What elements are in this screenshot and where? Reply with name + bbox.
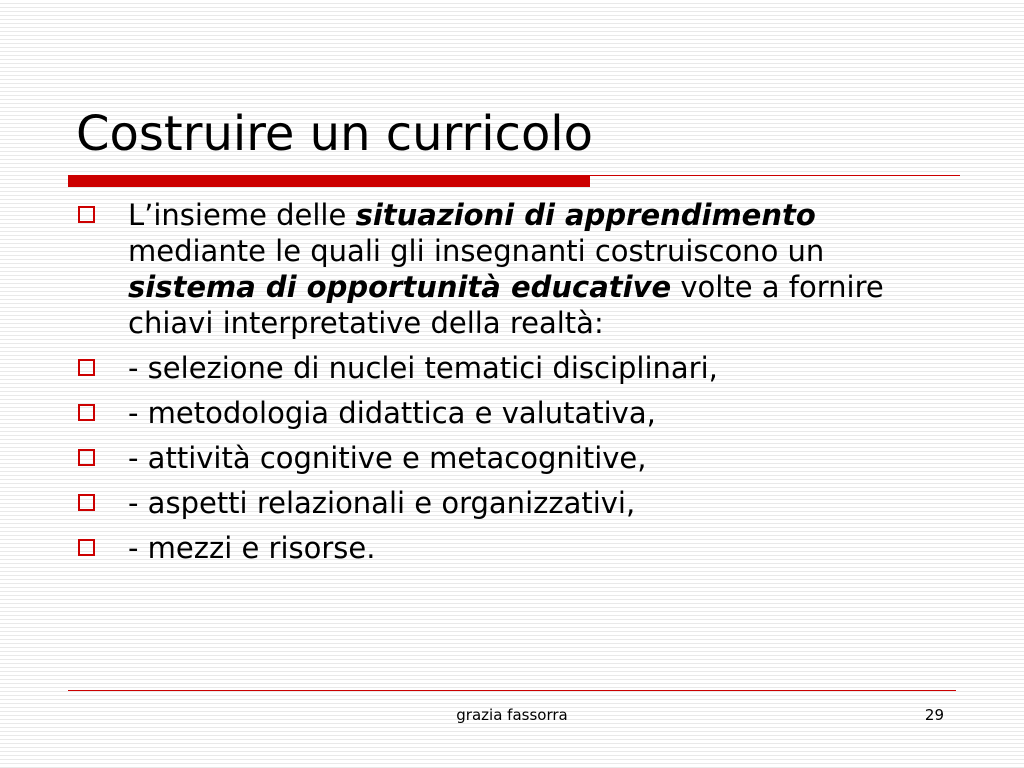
intro-text-1: L’insieme delle <box>128 198 356 232</box>
bullet-item <box>76 485 896 521</box>
bullet-item-intro <box>76 197 896 341</box>
hollow-square-icon <box>78 404 95 421</box>
intro-text-3: volte a fornire chiavi interpretative della realtà: <box>128 270 884 340</box>
hollow-square-icon <box>78 449 95 466</box>
bullet-text: - selezione di nuclei tematici disciplinari, <box>128 351 718 385</box>
hollow-square-icon <box>78 539 95 556</box>
footer-author: grazia fassorra <box>456 706 568 724</box>
intro-text-2: mediante le quali gli insegnanti costruiscono un <box>128 234 825 268</box>
hollow-square-icon <box>78 206 95 223</box>
hollow-square-icon <box>78 359 95 376</box>
page-number: 29 <box>924 706 944 724</box>
bullet-text: - metodologia didattica e valutativa, <box>128 396 656 430</box>
bullet-list <box>76 197 896 575</box>
bullet-text: - attività cognitive e metacognitive, <box>128 441 647 475</box>
slide-title: Costruire un curricolo <box>76 106 594 162</box>
bullet-text: - mezzi e risorse. <box>128 531 376 565</box>
hollow-square-icon <box>78 494 95 511</box>
footer-divider <box>68 690 956 691</box>
bullet-text: - aspetti relazionali e organizzativi, <box>128 486 636 520</box>
bullet-item <box>76 395 896 431</box>
intro-emphasis-2: sistema di opportunità educative <box>128 270 672 304</box>
intro-emphasis-1: situazioni di apprendimento <box>355 198 816 232</box>
bullet-item <box>76 440 896 476</box>
bullet-item <box>76 530 896 566</box>
title-underline-bar <box>68 175 590 187</box>
bullet-item <box>76 350 896 386</box>
title-underline-rule <box>590 175 960 176</box>
